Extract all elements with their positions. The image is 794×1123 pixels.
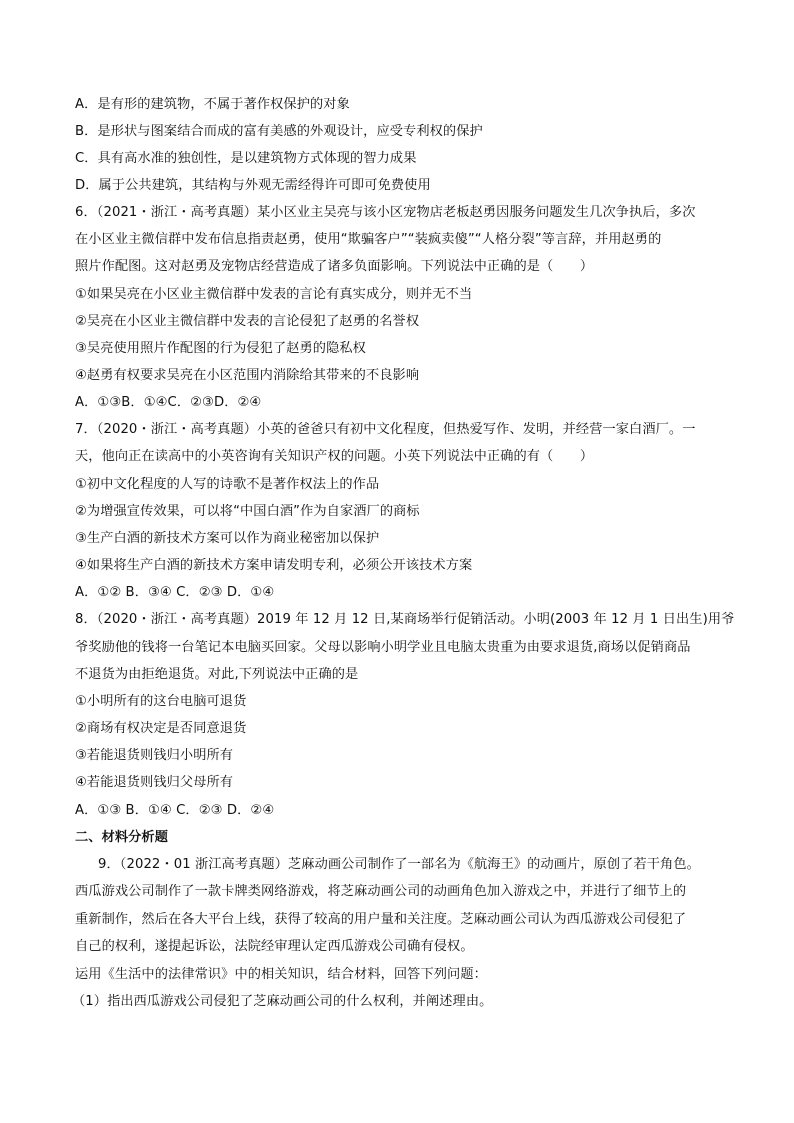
question-7-statement-1: ①初中文化程度的人写的诗歌不是著作权法上的作品 — [75, 477, 380, 492]
option-a-line: A．是有形的建筑物，不属于著作权保护的对象 — [75, 97, 350, 112]
question-8-options: A．①③ B．①④ C．②③ D．②④ — [75, 803, 275, 818]
question-8-statement-3: ③若能退货则钱归小明所有 — [75, 748, 234, 763]
question-9-subquestion-1: （1）指出西瓜游戏公司侵犯了芝麻动画公司的什么权利，并阐述理由。 — [72, 994, 493, 1009]
question-9-line-1: 9．（2022・01 浙江高考真题）芝麻动画公司制作了一部名为《航海王》的动画片，原创了若干角色。 — [98, 857, 700, 872]
option-d-line: D．属于公共建筑，其结构与外观无需经得许可即可免费使用 — [75, 178, 431, 193]
question-9-line-3: 重新制作，然后在各大平台上线，获得了较高的用户量和关注度。芝麻动画公司认为西瓜游戏公司侵犯了 — [75, 912, 687, 927]
option-c-line: C．具有高水准的独创性，是以建筑物方式体现的智力成果 — [75, 151, 417, 166]
question-6-options: A．①③B．①④C．②③D．②④ — [75, 395, 262, 410]
question-8-line-1: 8．（2020・浙江・高考真题）2019 年 12 月 12 日,某商场举行促销活动。小明(2003 年 12 月 1 日出生)用爷 — [75, 612, 735, 627]
question-7-statement-4: ④如果将生产白酒的新技术方案申请发明专利，必须公开该技术方案 — [75, 558, 473, 573]
question-8-statement-1: ①小明所有的这台电脑可退货 — [75, 694, 247, 709]
question-6-line-3: 照片作配图。这对赵勇及宠物店经营造成了诸多负面影响。下列说法中正确的是（ ） — [75, 259, 594, 274]
question-9-line-2: 西瓜游戏公司制作了一款卡牌类网络游戏，将芝麻动画公司的动画角色加入游戏之中，并进行了细节上的 — [75, 884, 687, 899]
question-8-line-3: 不退货为由拒绝退货。对此,下列说法中正确的是 — [75, 667, 359, 682]
question-7-line-1: 7．（2020・浙江・高考真题）小英的爸爸只有初中文化程度，但热爱写作、发明，并经营一家白酒厂。一 — [75, 422, 696, 437]
section-heading-material-analysis: 二、材料分析题 — [75, 830, 169, 845]
question-7-statement-3: ③生产白酒的新技术方案可以作为商业秘密加以保护 — [75, 531, 380, 546]
question-6-statement-3: ③吴亮使用照片作配图的行为侵犯了赵勇的隐私权 — [75, 341, 366, 356]
option-b-line: B．是形状与图案结合而成的富有美感的外观设计，应受专利权的保护 — [75, 124, 483, 139]
question-7-line-2: 天，他向正在读高中的小英咨询有关知识产权的问题。小英下列说法中正确的有（ ） — [75, 449, 594, 464]
question-7-options: A．①② B．③④ C．②③ D．①④ — [75, 585, 275, 600]
question-6-line-2: 在小区业主微信群中发布信息指责赵勇，使用“欺骗客户”“装疯卖傻”“人格分裂”等言辞，并用赵勇的 — [75, 232, 662, 247]
question-6-line-1: 6．（2021・浙江・高考真题）某小区业主吴亮与该小区宠物店老板赵勇因服务问题发生几次争执后，多次 — [75, 205, 696, 220]
question-8-line-2: 爷奖励他的钱将一台笔记本电脑买回家。父母以影响小明学业且电脑太贵重为由要求退货,商场以促销商品 — [75, 640, 691, 655]
question-6-statement-2: ②吴亮在小区业主微信群中发表的言论侵犯了赵勇的名誉权 — [75, 314, 420, 329]
question-8-statement-4: ④若能退货则钱归父母所有 — [75, 775, 234, 790]
question-6-statement-1: ①如果吴亮在小区业主微信群中发表的言论有真实成分，则并无不当 — [75, 287, 473, 302]
question-9-line-4: 自己的权利，遂提起诉讼，法院经审理认定西瓜游戏公司确有侵权。 — [75, 939, 474, 954]
question-8-statement-2: ②商场有权决定是否同意退货 — [75, 721, 247, 736]
question-9-instruction: 运用《生活中的法律常识》中的相关知识，结合材料，回答下列问题： — [75, 967, 487, 982]
question-7-statement-2: ②为增强宣传效果，可以将“中国白酒”作为自家酒厂的商标 — [75, 504, 420, 519]
question-6-statement-4: ④赵勇有权要求吴亮在小区范围内消除给其带来的不良影响 — [75, 368, 420, 383]
